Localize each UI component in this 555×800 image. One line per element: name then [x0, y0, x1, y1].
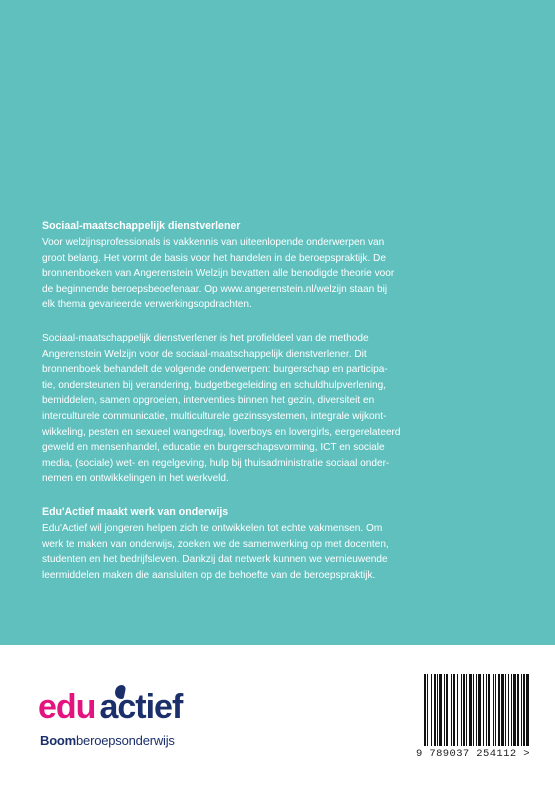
section-intro	[42, 219, 514, 313]
publisher-rest: beroepsonderwijs	[76, 733, 175, 748]
section-body: Edu'Actief wil jongeren helpen zich te ontwikkelen tot echte vakmensen. Om werk te maken van onderwijs, zoeken we de samenwerking op met docenten, studenten en het bedrijfsleven. Dankzij dat netwerk kunnen we vernieuwende leermiddelen maken die aansluiten op de behoefte van de beroepspraktijk.	[42, 522, 389, 581]
logo-edu: edu	[38, 688, 96, 726]
publisher-bold: Boom	[40, 733, 77, 748]
cover-footer	[0, 645, 555, 800]
section-heading: Sociaal-maatschappelijk dienstverlener	[42, 220, 241, 232]
section-heading: Edu'Actief maakt werk van onderwijs	[42, 505, 229, 518]
logo-wordmark	[38, 687, 182, 727]
isbn-barcode	[416, 672, 540, 770]
eduactief-logo	[38, 685, 278, 775]
barcode-digits: 9 789037 254112 >	[416, 748, 530, 760]
section-body: Voor welzijnsprofessionals is vakkennis van uiteenlopende onderwerpen van groot belang. Het vormt de basis voor het handelen in de beroepspraktijk. De bronnenboeken van Angerenstein Welzijn bevatten alle benodigde theorie voor de beginnende beroepsbeoefenaar. Op www.angerenstein.nl/welzijn staan bij elk thema gevarieerde verwerkingsopdrachten.	[42, 237, 395, 311]
section-topics	[42, 331, 514, 487]
barcode-icon	[416, 672, 540, 748]
cover-text	[42, 219, 514, 601]
logo-actief: actief	[99, 688, 183, 726]
section-body: Sociaal-maatschappelijk dienstverlener is het profieldeel van de methode Angerenstein Welzijn voor de sociaal-maatschappelijk dienstverlener. Dit bronnenboek behandelt de volgende onderwerpen: burgerschap en participa- tie, ondersteunen bij verandering, budgetbegeleiding en schuldhulpverlening, bemiddelen, samen opgroeien, interventies binnen het gezin, diversiteit en interculturele communicatie, multiculturele gezinssystemen, integrale wijkont- wikkeling, pesten en sexueel wangedrag, loverboys en lovergirls, eergerelateerd geweld en mensenhandel, educatie en burgerschapsvorming, ICT en sociale media, (sociale) wet- en regelgeving, hulp bij thuisadministratie sociaal onder- nemen en ontwikkelingen in het werkveld.	[42, 332, 401, 485]
publisher-name	[40, 733, 175, 748]
section-publisher	[42, 505, 514, 583]
